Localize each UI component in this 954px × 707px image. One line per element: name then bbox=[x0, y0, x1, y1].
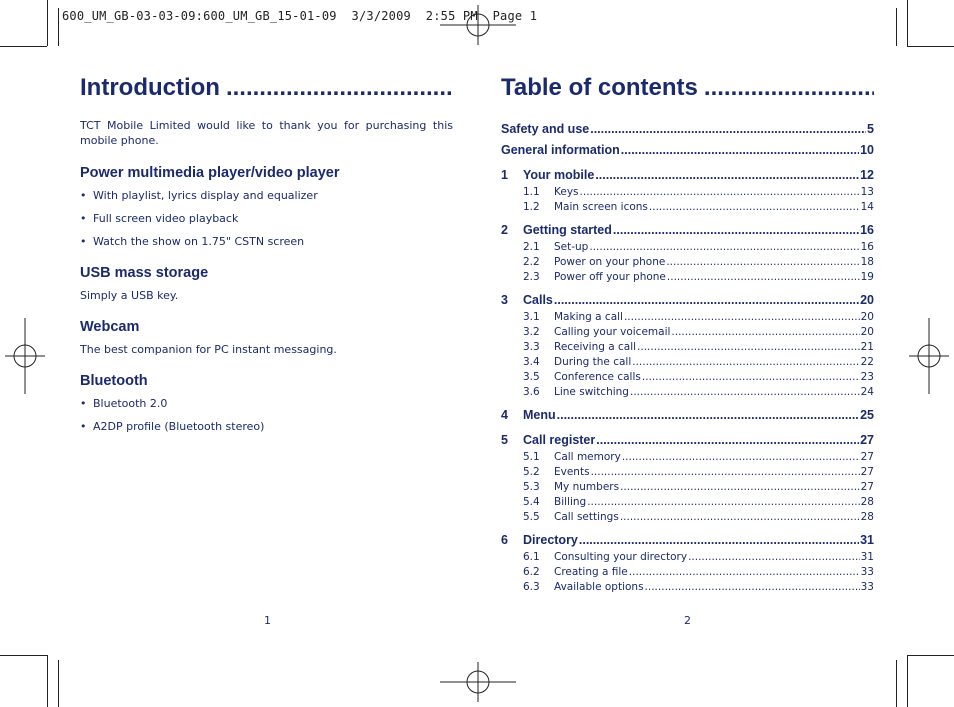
intro-paragraph: TCT Mobile Limited would like to thank you for purchasing this mobile phone. bbox=[80, 119, 453, 147]
toc-subentry-page: 16 bbox=[860, 241, 874, 253]
toc-subentry-number: 5.3 bbox=[523, 481, 540, 493]
toc-subentry-page: 22 bbox=[860, 356, 874, 368]
registration-mark-icon bbox=[909, 318, 949, 394]
dot-leader bbox=[554, 290, 859, 310]
section-text: The best companion for PC instant messaging. bbox=[80, 343, 337, 356]
toc-entry[interactable] bbox=[501, 165, 874, 185]
toc-subentry-label: Available options bbox=[554, 581, 644, 593]
dot-leader bbox=[621, 140, 859, 160]
toc-subentry-page: 31 bbox=[860, 551, 874, 563]
toc-subentry[interactable] bbox=[501, 450, 874, 465]
toc-subentry[interactable] bbox=[501, 495, 874, 510]
toc-subentry-number: 3.2 bbox=[523, 326, 540, 338]
toc-entry-label: Call register bbox=[523, 433, 596, 447]
toc-subentry-number: 5.1 bbox=[523, 451, 540, 463]
toc-subentry-number: 2.3 bbox=[523, 271, 540, 283]
list-item: • Full screen video playback bbox=[80, 212, 453, 225]
toc-entry-page: 12 bbox=[860, 168, 874, 182]
crop-mark bbox=[907, 655, 908, 707]
feature-list bbox=[80, 397, 453, 433]
toc-entry[interactable] bbox=[501, 530, 874, 550]
toc-subentry-label: During the call bbox=[554, 356, 632, 368]
section-text: Simply a USB key. bbox=[80, 289, 179, 302]
toc-subentry-page: 20 bbox=[860, 326, 874, 338]
toc-subentry-number: 5.4 bbox=[523, 496, 540, 508]
crop-mark bbox=[907, 46, 954, 47]
toc-subentry-page: 14 bbox=[860, 201, 874, 213]
toc-subentry-label: Call memory bbox=[554, 451, 621, 463]
toc-subentry-page: 20 bbox=[860, 311, 874, 323]
toc-subentry-page: 23 bbox=[860, 371, 874, 383]
toc-subentry[interactable] bbox=[501, 200, 874, 215]
toc-subentry-label: Call settings bbox=[554, 511, 619, 523]
dot-leader bbox=[671, 325, 859, 340]
toc-entry-number: 1 bbox=[501, 168, 508, 182]
toc-entry-page: 27 bbox=[860, 433, 874, 447]
feature-list bbox=[80, 189, 453, 248]
toc-subentry-number: 2.1 bbox=[523, 241, 540, 253]
page-title bbox=[501, 70, 874, 106]
toc-entry[interactable] bbox=[501, 430, 874, 450]
toc-subentry[interactable] bbox=[501, 310, 874, 325]
toc-entry[interactable] bbox=[501, 405, 874, 425]
toc-subentry-page: 33 bbox=[860, 566, 874, 578]
toc-subentry[interactable] bbox=[501, 270, 874, 285]
dot-leader bbox=[649, 200, 860, 215]
crop-mark bbox=[47, 655, 48, 707]
toc-subentry[interactable] bbox=[501, 325, 874, 340]
dot-leader bbox=[688, 550, 860, 565]
crop-mark bbox=[58, 8, 59, 46]
dot-leader bbox=[629, 565, 860, 580]
toc-subentry-page: 33 bbox=[860, 581, 874, 593]
dot-leader bbox=[587, 495, 859, 510]
toc-subentry-number: 3.6 bbox=[523, 386, 540, 398]
toc-subentry-page: 19 bbox=[860, 271, 874, 283]
page-title-text: Introduction bbox=[80, 74, 220, 101]
page-number: 1 bbox=[264, 614, 271, 627]
toc-subentry-number: 2.2 bbox=[523, 256, 540, 268]
toc-subentry-number: 3.3 bbox=[523, 341, 540, 353]
toc-subentry[interactable] bbox=[501, 255, 874, 270]
toc-subentry[interactable] bbox=[501, 510, 874, 525]
printer-slug: 600_UM_GB-03-03-09:600_UM_GB_15-01-09 3/3/2009 2:55 PM Page 1 bbox=[62, 9, 538, 23]
toc-entry-number: 4 bbox=[501, 408, 508, 422]
registration-mark-icon bbox=[440, 5, 516, 45]
toc-subentry-number: 3.1 bbox=[523, 311, 540, 323]
toc-subentry-label: Set-up bbox=[554, 241, 589, 253]
toc-entry-label: General information bbox=[501, 143, 620, 157]
left-page bbox=[80, 70, 453, 443]
dot-leader bbox=[630, 385, 860, 400]
toc-subentry[interactable] bbox=[501, 565, 874, 580]
list-item: • Watch the show on 1.75" CSTN screen bbox=[80, 235, 453, 248]
toc-subentry-page: 28 bbox=[860, 496, 874, 508]
dot-leader bbox=[620, 510, 860, 525]
dot-leader bbox=[596, 430, 859, 450]
toc-entry-number: 2 bbox=[501, 223, 508, 237]
toc-subentry-number: 6.1 bbox=[523, 551, 540, 563]
dot-leader bbox=[645, 580, 860, 595]
toc-entry-label: Menu bbox=[523, 408, 556, 422]
dot-leader bbox=[624, 310, 860, 325]
toc-subentry[interactable] bbox=[501, 465, 874, 480]
dot-leader bbox=[642, 370, 860, 385]
toc-subentry[interactable] bbox=[501, 185, 874, 200]
toc-subentry[interactable] bbox=[501, 340, 874, 355]
toc-subentry-label: Power off your phone bbox=[554, 271, 666, 283]
dot-leader bbox=[590, 119, 866, 139]
toc-subentry-label: Conference calls bbox=[554, 371, 641, 383]
toc-subentry-label: Creating a file bbox=[554, 566, 628, 578]
section-title: Webcam bbox=[80, 319, 140, 335]
crop-mark bbox=[896, 660, 897, 707]
toc-subentry-label: Line switching bbox=[554, 386, 629, 398]
toc-subentry-number: 5.5 bbox=[523, 511, 540, 523]
toc-subentry-page: 13 bbox=[860, 186, 874, 198]
toc-subentry-label: Consulting your directory bbox=[554, 551, 688, 563]
dot-leader bbox=[632, 355, 859, 370]
crop-mark bbox=[907, 0, 908, 46]
toc-subentry-label: Billing bbox=[554, 496, 587, 508]
page-title-text: Table of contents bbox=[501, 74, 698, 101]
list-item: • With playlist, lyrics display and equalizer bbox=[80, 189, 453, 202]
toc-subentry-page: 27 bbox=[860, 451, 874, 463]
page-title bbox=[80, 70, 453, 106]
toc-entry-page: 31 bbox=[860, 533, 874, 547]
right-page bbox=[501, 70, 874, 595]
page-number: 2 bbox=[684, 614, 691, 627]
list-item: • A2DP profile (Bluetooth stereo) bbox=[80, 420, 453, 433]
toc-subentry[interactable] bbox=[501, 480, 874, 495]
dot-leader bbox=[666, 255, 859, 270]
crop-mark bbox=[47, 0, 48, 46]
dot-leader bbox=[580, 185, 860, 200]
toc-subentry-number: 3.5 bbox=[523, 371, 540, 383]
dot-leader bbox=[613, 220, 859, 240]
toc-entry-label: Directory bbox=[523, 533, 578, 547]
toc-subentry[interactable] bbox=[501, 550, 874, 565]
toc-subentry-page: 18 bbox=[860, 256, 874, 268]
toc-entry-label: Your mobile bbox=[523, 168, 595, 182]
toc-subentry-label: Keys bbox=[554, 186, 579, 198]
list-item: • Bluetooth 2.0 bbox=[80, 397, 453, 410]
toc-subentry-label: My numbers bbox=[554, 481, 620, 493]
toc-subentry-label: Events bbox=[554, 466, 590, 478]
dot-leader bbox=[622, 450, 860, 465]
toc-subentry[interactable] bbox=[501, 355, 874, 370]
toc-entry-number: 5 bbox=[501, 433, 508, 447]
dot-leader bbox=[595, 165, 859, 185]
toc-subentry-label: Power on your phone bbox=[554, 256, 666, 268]
dot-leader bbox=[589, 240, 859, 255]
toc-entry-page: 25 bbox=[860, 408, 874, 422]
crop-mark bbox=[896, 8, 897, 46]
crop-mark bbox=[0, 46, 47, 47]
toc-entry-label: Calls bbox=[523, 293, 553, 307]
toc-subentry-number: 6.3 bbox=[523, 581, 540, 593]
toc-subentry-number: 5.2 bbox=[523, 466, 540, 478]
toc-entry-page: 16 bbox=[860, 223, 874, 237]
toc-entry[interactable] bbox=[501, 290, 874, 310]
toc-entry-page: 20 bbox=[860, 293, 874, 307]
toc-subentry-label: Making a call bbox=[554, 311, 623, 323]
toc-subentry-page: 24 bbox=[860, 386, 874, 398]
toc-subentry-page: 21 bbox=[860, 341, 874, 353]
dot-leader bbox=[667, 270, 860, 285]
toc-subentry[interactable] bbox=[501, 385, 874, 400]
toc-entry-number: 6 bbox=[501, 533, 508, 547]
toc-subentry-label: Receiving a call bbox=[554, 341, 637, 353]
dot-leader bbox=[620, 480, 860, 495]
toc-subentry[interactable] bbox=[501, 580, 874, 595]
section-title: USB mass storage bbox=[80, 265, 209, 281]
section-title: Bluetooth bbox=[80, 373, 148, 389]
dot-leader bbox=[579, 530, 859, 550]
toc-entry-number: 3 bbox=[501, 293, 508, 307]
toc-subentry-page: 28 bbox=[860, 511, 874, 523]
registration-mark-icon bbox=[5, 318, 45, 394]
registration-mark-icon bbox=[440, 662, 516, 702]
toc-subentry-label: Calling your voicemail bbox=[554, 326, 671, 338]
section-title: Power multimedia player/video player bbox=[80, 165, 340, 181]
toc-subentry-page: 27 bbox=[860, 466, 874, 478]
toc-entry[interactable] bbox=[501, 140, 874, 160]
crop-mark bbox=[907, 655, 954, 656]
toc-entry-page: 5 bbox=[867, 122, 874, 136]
crop-mark bbox=[58, 660, 59, 707]
toc-entry-label: Safety and use bbox=[501, 122, 590, 136]
toc-subentry[interactable] bbox=[501, 370, 874, 385]
toc-subentry-page: 27 bbox=[860, 481, 874, 493]
toc-subentry-number: 1.1 bbox=[523, 186, 540, 198]
toc-entry-page: 10 bbox=[860, 143, 874, 157]
table-of-contents bbox=[501, 119, 874, 595]
toc-subentry-number: 6.2 bbox=[523, 566, 540, 578]
toc-subentry-label: Main screen icons bbox=[554, 201, 648, 213]
dot-leader bbox=[637, 340, 860, 355]
crop-mark bbox=[0, 655, 47, 656]
toc-subentry-number: 1.2 bbox=[523, 201, 540, 213]
toc-entry[interactable] bbox=[501, 119, 874, 139]
toc-subentry-number: 3.4 bbox=[523, 356, 540, 368]
dot-leader bbox=[557, 405, 859, 425]
toc-subentry[interactable] bbox=[501, 240, 874, 255]
toc-entry-label: Getting started bbox=[523, 223, 612, 237]
toc-entry[interactable] bbox=[501, 220, 874, 240]
dot-leader bbox=[591, 465, 860, 480]
